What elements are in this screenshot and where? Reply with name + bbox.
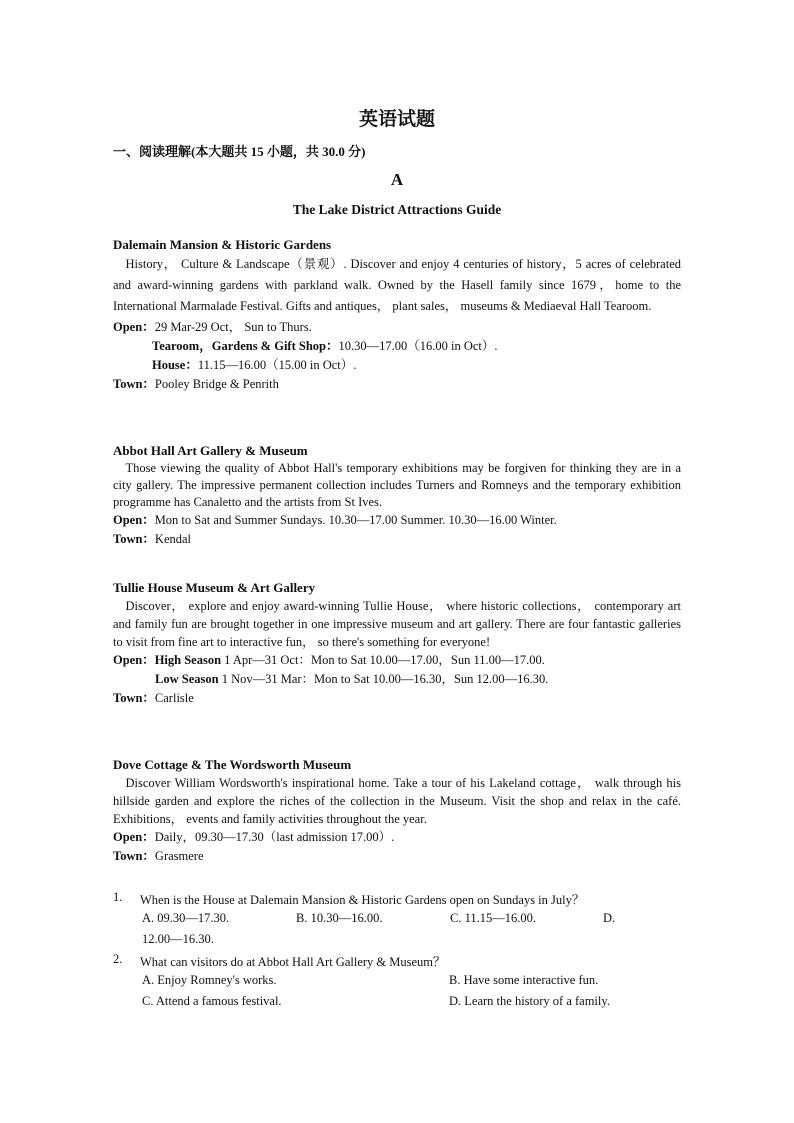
town-label: Town： — [113, 691, 155, 705]
attraction-dove-cottage — [113, 757, 681, 866]
page-title: 英语试题 — [358, 109, 435, 130]
open-label: Open： — [113, 653, 155, 667]
attraction-description: History， Culture & Landscape（景观）. Discover and enjoy 4 centuries of history，5 acres of celebrated and award-winning gardens with parkland walk. Owned by the Hasell family since 1679，home to the International Marmalade Festival. Gifts and antiques， plant sales， museums & Mediaeval Hall Tearoom. — [113, 257, 681, 313]
question-number: 1. — [113, 890, 123, 904]
open-label: Open： — [113, 320, 155, 334]
house-label: House： — [152, 358, 198, 372]
high-season-value: 1 Apr—31 Oct：Mon to Sat 10.00—17.00，Sun 11.00—17.00. — [224, 653, 545, 667]
low-season-label: Low Season — [155, 672, 219, 686]
town-value: Carlisle — [154, 691, 194, 705]
question-text: When is the House at Dalemain Mansion & Historic Gardens open on Sundays in July？ — [140, 893, 585, 907]
tearoom-label: Tearoom，Gardens & Gift Shop： — [152, 339, 339, 353]
option-a[interactable]: A. Enjoy Romney's works. — [142, 973, 277, 987]
guide-title: The Lake District Attractions Guide — [292, 202, 502, 217]
option-b[interactable]: B. Have some interactive fun. — [449, 973, 599, 987]
attraction-description: Discover， explore and enjoy award-winning Tullie House， where historic collections， contemporary art and family fun are brought together in one impressive museum and art gallery. There are four fantastic galleries to visit from fine art to interactive fun， so there's something for everyone! — [113, 599, 681, 649]
open-value: Daily，09.30—17.30（last admission 17.00）. — [154, 830, 395, 844]
open-label: Open： — [113, 830, 155, 844]
town-label: Town： — [113, 377, 155, 391]
option-d[interactable]: D. Learn the history of a family. — [449, 994, 610, 1008]
attraction-tullie-house — [113, 580, 681, 708]
attraction-name: Abbot Hall Art Gallery & Museum — [113, 443, 308, 458]
option-b[interactable]: B. 10.30—16.00. — [296, 911, 383, 925]
attraction-description: Those viewing the quality of Abbot Hall's temporary exhibitions may be forgiven for thinking they are in a city gallery. The impressive permanent collection includes Turners and Romneys and the temporary exhibition programme has Canaletto and the artists from St Ives. — [113, 461, 681, 509]
house-value: 11.15—16.00（15.00 in Oct）. — [197, 358, 357, 372]
town-value: Pooley Bridge & Penrith — [154, 377, 279, 391]
tearoom-value: 10.30—17.00（16.00 in Oct）. — [338, 339, 498, 353]
open-label: Open： — [113, 513, 155, 527]
attraction-dalemain — [113, 237, 681, 394]
section-heading: 一、阅读理解(本大题共 15 小题，共 30.0 分) — [113, 144, 366, 159]
option-d-continued: 12.00—16.30. — [142, 932, 214, 946]
attraction-name: Tullie House Museum & Art Gallery — [113, 580, 316, 595]
question-number: 2. — [113, 952, 123, 966]
option-d[interactable]: D. — [603, 911, 616, 925]
question-text: What can visitors do at Abbot Hall Art Gallery & Museum？ — [140, 955, 446, 969]
attraction-name: Dalemain Mansion & Historic Gardens — [113, 237, 332, 252]
question-1 — [113, 890, 683, 950]
town-label: Town： — [113, 532, 155, 546]
low-season-value: 1 Nov—31 Mar：Mon to Sat 10.00—16.30，Sun 12.00—16.30. — [221, 672, 549, 686]
high-season-label: High Season — [154, 653, 222, 667]
town-value: Grasmere — [154, 849, 204, 863]
town-label: Town： — [113, 849, 155, 863]
attraction-name: Dove Cottage & The Wordsworth Museum — [113, 757, 352, 772]
attraction-description: Discover William Wordsworth's inspirational home. Take a tour of his Lakeland cottage， walk through his hillside garden and explore the riches of the collection in the Museum. Visit the shop and relax in the café. Exhibitions， events and family activities throughout the year. — [113, 776, 681, 826]
option-a[interactable]: A. 09.30—17.30. — [142, 911, 230, 925]
town-value: Kendal — [154, 532, 192, 546]
question-2 — [113, 952, 683, 1012]
attraction-abbot-hall — [113, 443, 681, 549]
open-value: Mon to Sat and Summer Sundays. 10.30—17.00 Summer. 10.30—16.00 Winter. — [154, 513, 557, 527]
part-letter: A — [390, 170, 404, 189]
open-value: 29 Mar-29 Oct， Sun to Thurs. — [154, 320, 312, 334]
option-c[interactable]: C. Attend a famous festival. — [142, 994, 282, 1008]
option-c[interactable]: C. 11.15—16.00. — [450, 911, 536, 925]
